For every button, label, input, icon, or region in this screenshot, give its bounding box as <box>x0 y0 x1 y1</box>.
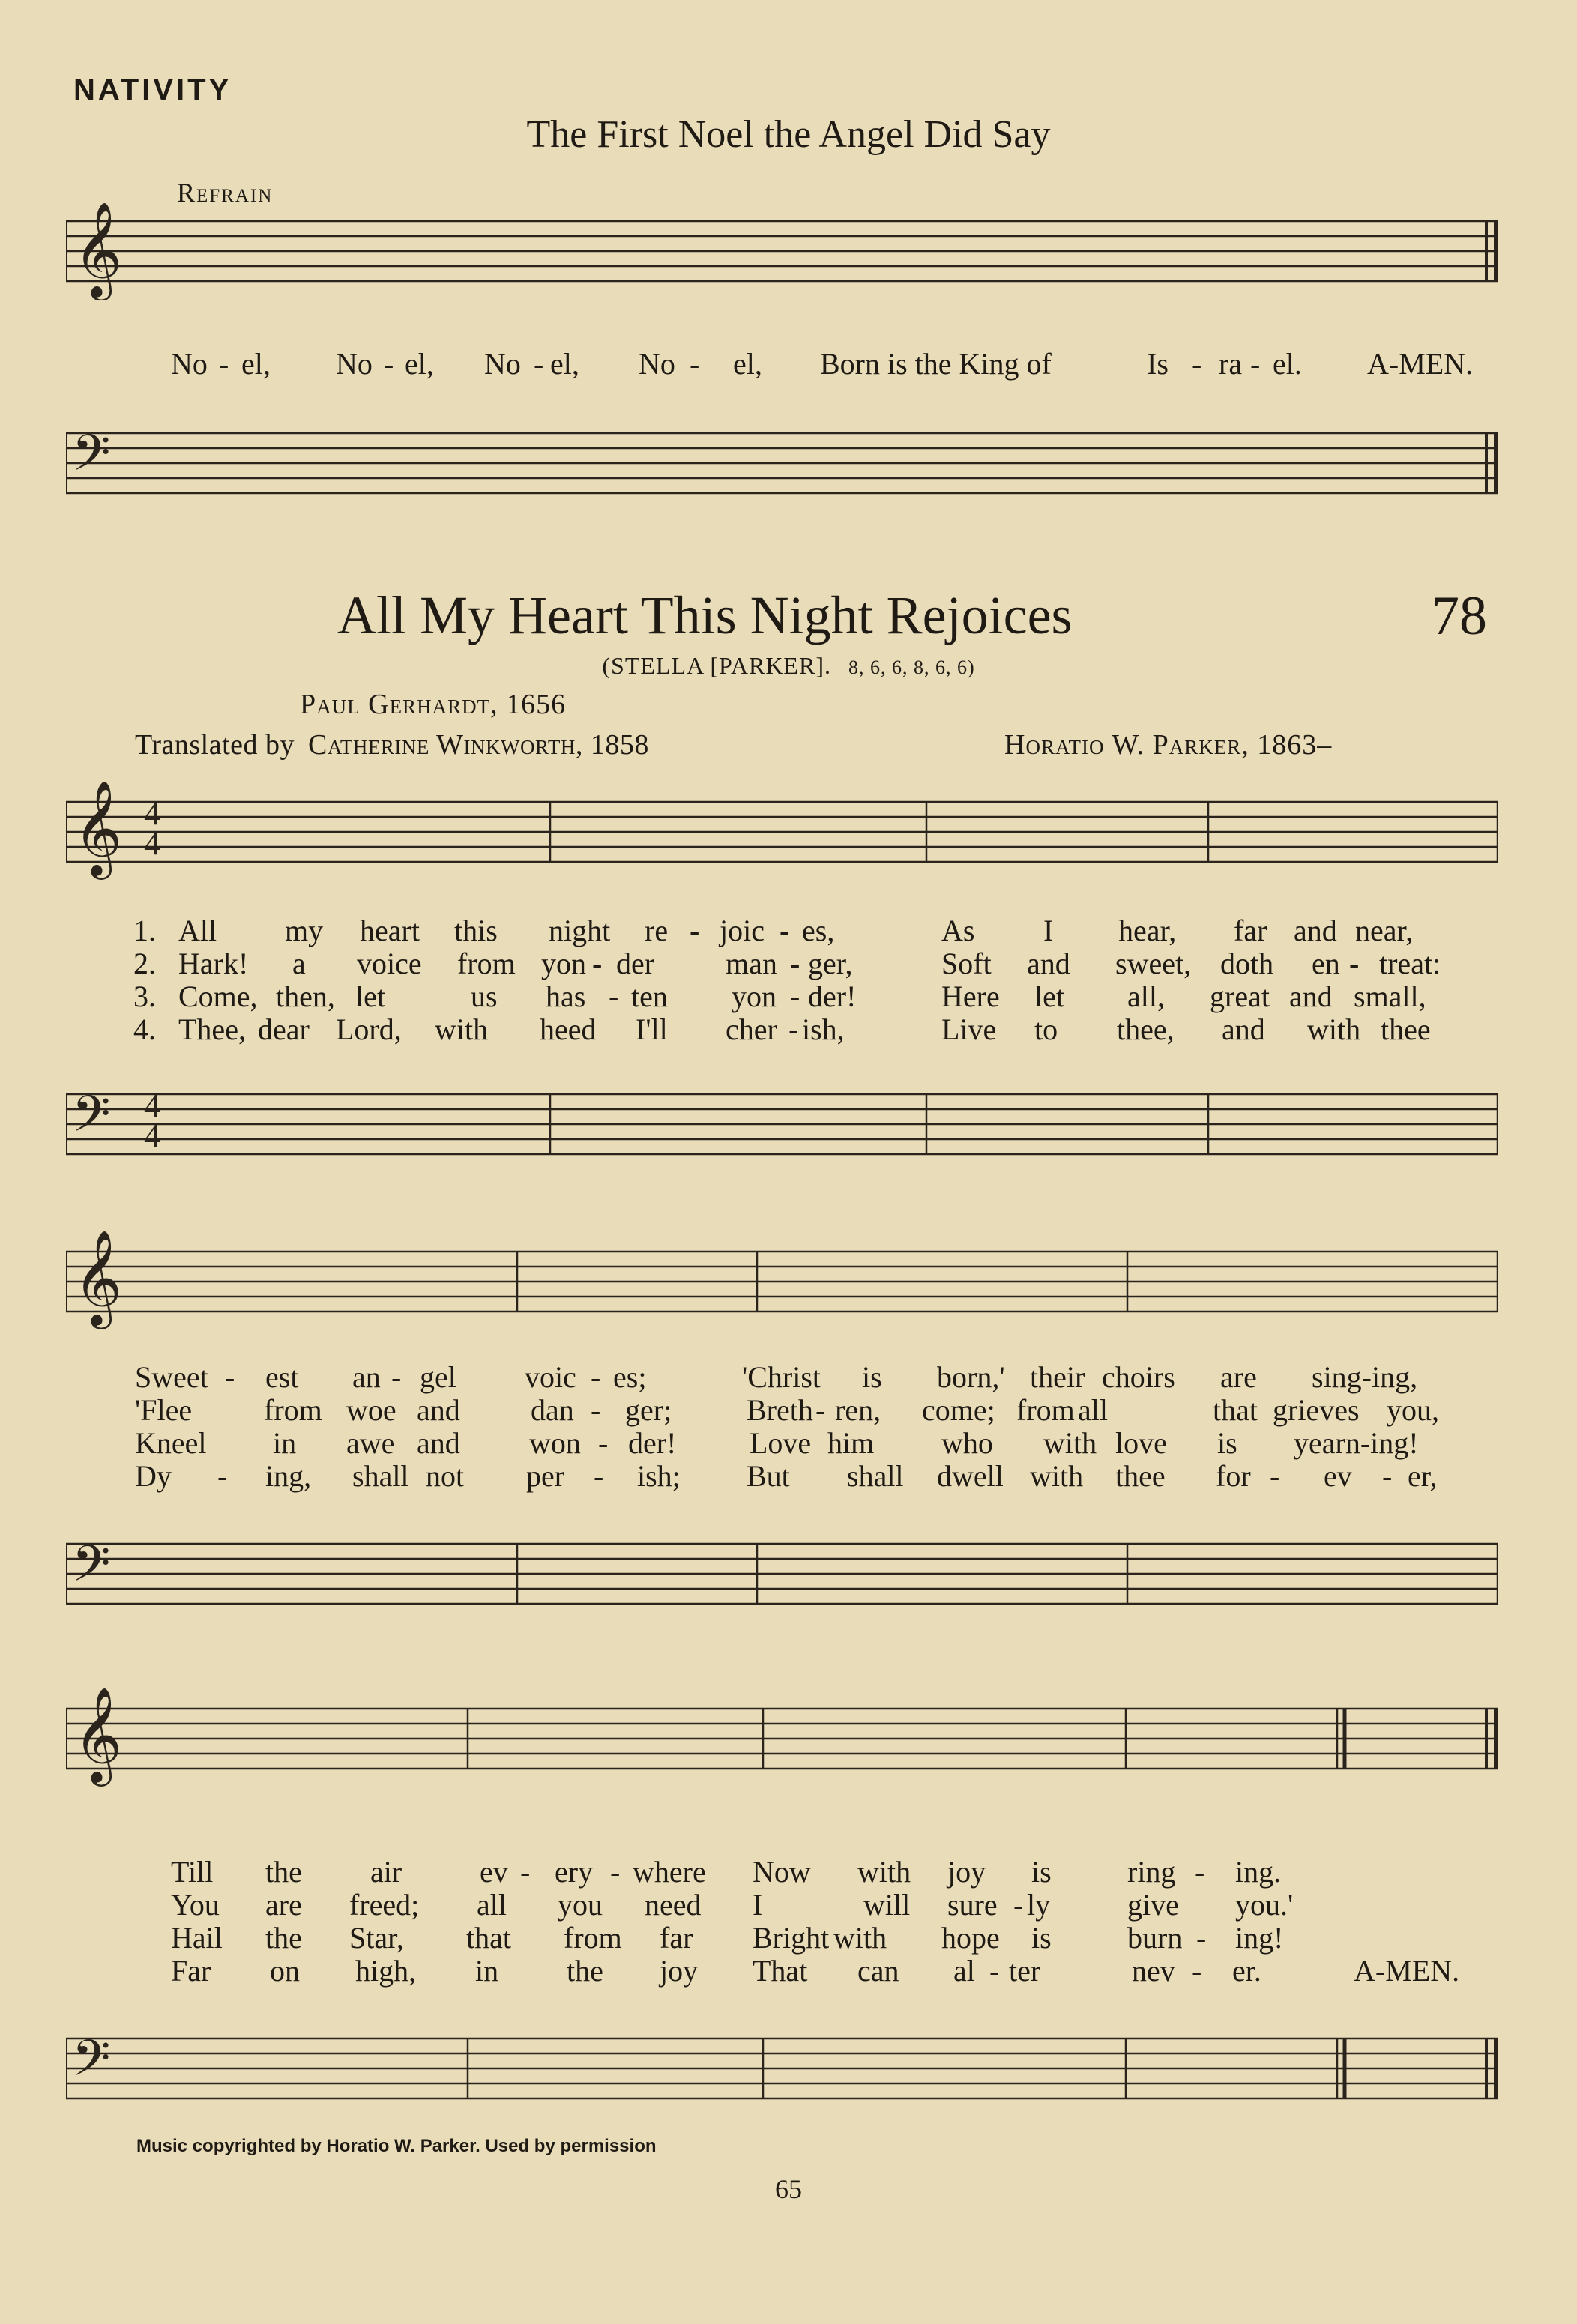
lyric: est <box>265 1360 299 1394</box>
lyric: Come, <box>178 980 258 1013</box>
lyric: yon <box>541 947 586 980</box>
bass-clef-icon: 𝄢 <box>72 2032 111 2098</box>
page-number: 65 <box>775 2174 802 2204</box>
lyric: ten <box>631 980 668 1013</box>
lyric: ev <box>480 1855 508 1889</box>
lyric: All <box>178 914 217 947</box>
lyric: the <box>567 1954 603 1988</box>
system1-treble-staff <box>66 779 1498 892</box>
lyric: Breth <box>747 1393 813 1427</box>
lyric: el. <box>1273 347 1302 381</box>
refrain-lyrics <box>0 346 1577 379</box>
lyric: el, <box>733 347 762 381</box>
lyric: need <box>645 1888 702 1922</box>
lyric: - <box>591 1360 601 1394</box>
lyric: No <box>336 347 373 381</box>
verse-1-line <box>0 913 1577 946</box>
lyric: - <box>591 1393 601 1427</box>
lyric: You <box>171 1888 220 1922</box>
lyric: is <box>862 1360 882 1394</box>
amen: A-MEN. <box>1367 347 1474 381</box>
lyric: heed <box>540 1012 597 1046</box>
lyric: dear <box>258 1012 310 1046</box>
lyric: and <box>417 1393 460 1427</box>
time-signature-icon: 4 <box>144 1087 160 1124</box>
lyric: ring <box>1127 1855 1176 1889</box>
system3-bass-staff <box>66 2016 1498 2128</box>
lyric: gel <box>420 1360 456 1394</box>
staff-lines <box>66 1686 1498 1799</box>
lyric: ger, <box>808 947 853 980</box>
lyric: won <box>529 1426 581 1460</box>
lyric: Hark! <box>178 947 249 980</box>
lyric: ger; <box>625 1393 672 1427</box>
lyric: is <box>1031 1921 1052 1955</box>
lyric: Kneel <box>135 1426 207 1460</box>
verse-2-line <box>0 1887 1577 1920</box>
lyric: from <box>264 1393 322 1427</box>
bass-clef-icon: 𝄢 <box>72 1088 111 1154</box>
lyric: not <box>426 1459 465 1493</box>
lyric: doth <box>1220 947 1274 980</box>
lyric: ly <box>1027 1888 1051 1922</box>
lyric: - <box>1192 1954 1202 1988</box>
lyric: heart <box>360 914 420 947</box>
lyric: - <box>391 1360 402 1394</box>
lyric: er, <box>1408 1459 1438 1493</box>
lyric: my <box>285 914 324 947</box>
lyric: shall <box>847 1459 904 1493</box>
refrain-bass-staff <box>66 405 1498 517</box>
staff-lines <box>66 405 1498 517</box>
lyric: him <box>827 1426 875 1460</box>
lyric: the <box>265 1855 302 1889</box>
lyric: then, <box>276 980 335 1013</box>
refrain-treble-staff <box>66 202 1498 300</box>
lyric: night <box>549 914 611 947</box>
lyric: No <box>171 347 208 381</box>
lyric: - <box>1349 947 1360 980</box>
lyric: yon <box>732 980 777 1013</box>
lyric: 'Flee <box>135 1393 193 1427</box>
lyric: - <box>219 347 229 381</box>
lyric: woe <box>346 1393 396 1427</box>
refrain-label: Refrain <box>177 178 274 208</box>
lyric: sure <box>947 1888 998 1922</box>
lyric: let <box>1034 980 1064 1013</box>
system1-bass-staff <box>66 1072 1498 1184</box>
lyric: and <box>1289 980 1333 1013</box>
lyric: ev <box>1324 1459 1352 1493</box>
lyric: man <box>726 947 777 980</box>
lyric: born,' <box>937 1360 1005 1394</box>
lyric: - <box>1382 1459 1393 1493</box>
meter: 8, 6, 6, 8, 6, 6) <box>848 657 975 678</box>
lyric: high, <box>355 1954 417 1988</box>
tune-meter-line <box>0 652 1577 680</box>
lyric: Star, <box>349 1921 404 1955</box>
lyric: awe <box>346 1426 395 1460</box>
lyric: I <box>753 1888 763 1922</box>
hymn-title: All My Heart This Night Rejoices <box>337 585 1073 645</box>
lyric: grieves <box>1273 1393 1360 1427</box>
lyric: er. <box>1232 1954 1261 1988</box>
lyric: ren, <box>835 1393 881 1427</box>
lyric: thee <box>1381 1012 1431 1046</box>
lyric: from <box>457 947 516 980</box>
lyric: es; <box>613 1360 647 1394</box>
staff-lines <box>66 1072 1498 1184</box>
lyric: ing! <box>1235 1921 1284 1955</box>
lyric: treat: <box>1379 947 1441 980</box>
system2-treble-staff <box>66 1229 1498 1341</box>
lyric: - <box>609 980 619 1013</box>
lyric: will <box>863 1888 911 1922</box>
lyric: and <box>417 1426 460 1460</box>
lyric: burn <box>1127 1921 1183 1955</box>
lyric: That <box>753 1954 808 1988</box>
bass-clef-icon: 𝄢 <box>72 427 111 493</box>
lyric: that <box>466 1921 511 1955</box>
lyric: let <box>355 980 385 1013</box>
lyric: el, <box>405 347 434 381</box>
lyric: ing, <box>265 1459 312 1493</box>
lyric: - <box>690 914 700 947</box>
lyric: As <box>941 914 975 947</box>
lyric: are <box>265 1888 302 1922</box>
lyric: great <box>1210 980 1270 1013</box>
lyric: Now <box>753 1855 811 1889</box>
lyric: with <box>857 1855 911 1889</box>
lyric: us <box>471 980 498 1013</box>
verse-2-line <box>0 1392 1577 1425</box>
staff-lines <box>66 1229 1498 1341</box>
verse-1-line <box>0 1854 1577 1887</box>
lyric: Till <box>171 1855 214 1889</box>
lyric: hope <box>941 1921 1000 1955</box>
bass-clef-icon: 𝄢 <box>72 1538 111 1604</box>
verse-number: 4. <box>133 1012 156 1046</box>
composer: Horatio W. Parker, 1863– <box>1004 729 1333 761</box>
lyric: shall <box>352 1459 409 1493</box>
lyric: thee <box>1115 1459 1166 1493</box>
lyric: - <box>592 947 603 980</box>
lyric: their <box>1030 1360 1085 1394</box>
time-signature-icon: 4 <box>144 1117 160 1154</box>
lyric: to <box>1034 1012 1058 1046</box>
hymn-number: 78 <box>1432 585 1487 647</box>
staff-lines <box>66 2016 1498 2128</box>
lyric: el, <box>550 347 579 381</box>
verse-2-line <box>0 946 1577 979</box>
lyric: with <box>1307 1012 1361 1046</box>
lyric: the <box>265 1921 302 1955</box>
lyric: small, <box>1354 980 1426 1013</box>
lyric: - <box>520 1855 531 1889</box>
lyric: sweet, <box>1115 947 1192 980</box>
lyric: - <box>1270 1459 1280 1493</box>
lyric: - <box>594 1459 604 1493</box>
lyric: joy <box>947 1855 986 1889</box>
lyric: Far <box>171 1954 211 1988</box>
verse-3-line <box>0 1425 1577 1458</box>
lyric: ish; <box>637 1459 681 1493</box>
lyric: joic <box>720 914 765 947</box>
lyric: an <box>352 1360 381 1394</box>
treble-clef-icon: 𝄞 <box>73 204 123 295</box>
lyric: yearn-ing! <box>1294 1426 1419 1460</box>
lyric: all, <box>1127 980 1165 1013</box>
lyric: Thee, <box>178 1012 246 1046</box>
lyric: dan <box>531 1393 574 1427</box>
lyric: - <box>610 1855 621 1889</box>
lyric: love <box>1115 1426 1167 1460</box>
lyric: where <box>633 1855 706 1889</box>
lyric: Dy <box>135 1459 172 1493</box>
lyric: re <box>645 914 669 947</box>
lyric: Live <box>941 1012 997 1046</box>
lyric: - <box>1196 1921 1207 1955</box>
lyric: - <box>690 347 700 381</box>
copyright-notice: Music copyrighted by Horatio W. Parker. Used by permission <box>136 2136 657 2156</box>
staff-lines <box>66 779 1498 892</box>
previous-hymn-title: The First Noel the Angel Did Say <box>526 113 1051 156</box>
lyric: with <box>1030 1459 1084 1493</box>
translator-prefix: Translated by <box>135 729 295 761</box>
lyric: - <box>788 1012 799 1046</box>
time-signature-icon: 4 <box>144 825 160 862</box>
lyric: - <box>790 947 800 980</box>
section-label: NATIVITY <box>73 73 232 106</box>
lyric: - <box>1013 1888 1024 1922</box>
lyric: - <box>780 914 790 947</box>
translator-name: Catherine Winkworth, 1858 <box>308 729 649 761</box>
lyric: al <box>953 1954 975 1988</box>
system2-bass-staff <box>66 1521 1498 1634</box>
lyric: a <box>292 947 306 980</box>
lyric: has <box>546 980 586 1013</box>
lyric: air <box>370 1855 402 1889</box>
lyric: Here <box>941 980 1000 1013</box>
lyric: en <box>1312 947 1340 980</box>
lyric: per <box>526 1459 565 1493</box>
lyric: come; <box>922 1393 995 1427</box>
lyric: far <box>1234 914 1267 947</box>
lyric: Born is the King of <box>820 347 1052 381</box>
tune-name: (STELLA [PARKER]. <box>602 652 831 679</box>
lyric: - <box>598 1426 609 1460</box>
lyric: der! <box>808 980 857 1013</box>
lyric: near, <box>1355 914 1414 947</box>
lyric: ter <box>1009 1954 1041 1988</box>
time-signature-icon: 4 <box>144 795 160 832</box>
treble-clef-icon: 𝄞 <box>73 782 123 874</box>
lyric: - <box>1195 1855 1205 1889</box>
lyric: der <box>616 947 655 980</box>
staff-lines <box>66 202 1498 300</box>
lyric: Sweet <box>135 1360 208 1394</box>
lyric: can <box>857 1954 899 1988</box>
lyric: with <box>833 1921 887 1955</box>
lyric: ra <box>1219 347 1243 381</box>
lyric: ing. <box>1235 1855 1282 1889</box>
lyric: all <box>1078 1393 1108 1427</box>
lyric: from <box>564 1921 622 1955</box>
lyric: I'll <box>636 1012 668 1046</box>
lyric: joy <box>660 1954 699 1988</box>
amen: A-MEN. <box>1354 1954 1460 1988</box>
lyric: for <box>1216 1459 1251 1493</box>
lyric: I <box>1043 914 1054 947</box>
lyric: - <box>225 1360 235 1394</box>
lyric: ish, <box>802 1012 845 1046</box>
verse-number: 2. <box>133 947 156 980</box>
lyric: from <box>1016 1393 1075 1427</box>
lyric: cher <box>726 1012 777 1046</box>
lyric: choirs <box>1102 1360 1175 1394</box>
verse-4-line <box>0 1012 1577 1045</box>
lyric: - <box>534 347 544 381</box>
lyric: - <box>384 347 394 381</box>
system3-treble-staff <box>66 1686 1498 1799</box>
author: Paul Gerhardt, 1656 <box>300 689 567 720</box>
lyric: thee, <box>1117 1012 1175 1046</box>
lyric: sing-ing, <box>1312 1360 1418 1394</box>
lyric: - <box>217 1459 228 1493</box>
staff-lines <box>66 1521 1498 1634</box>
lyric: - <box>790 980 800 1013</box>
lyric: you.' <box>1235 1888 1294 1922</box>
lyric: nev <box>1132 1954 1175 1988</box>
lyric: on <box>270 1954 300 1988</box>
verse-3-line <box>0 1920 1577 1953</box>
lyric: dwell <box>937 1459 1004 1493</box>
lyric: ery <box>555 1855 594 1889</box>
lyric: es, <box>802 914 835 947</box>
lyric: with <box>435 1012 489 1046</box>
lyric: you, <box>1387 1393 1439 1427</box>
translator-line <box>135 728 649 761</box>
lyric: No <box>484 347 521 381</box>
lyric: and <box>1294 914 1337 947</box>
lyric: voic <box>525 1360 576 1394</box>
treble-clef-icon: 𝄞 <box>73 1689 123 1781</box>
lyric: No <box>639 347 675 381</box>
lyric: - <box>989 1954 1000 1988</box>
verse-4-line <box>0 1953 1577 1986</box>
lyric: Lord, <box>336 1012 402 1046</box>
lyric: with <box>1043 1426 1097 1460</box>
verse-4-line <box>0 1458 1577 1491</box>
lyric: who <box>941 1426 993 1460</box>
lyric: in <box>273 1426 297 1460</box>
lyric: are <box>1220 1360 1257 1394</box>
lyric: is <box>1031 1855 1052 1889</box>
lyric: 'Christ <box>742 1360 821 1394</box>
lyric: But <box>747 1459 790 1493</box>
treble-clef-icon: 𝄞 <box>73 1232 123 1324</box>
lyric: el, <box>241 347 271 381</box>
lyric: freed; <box>349 1888 420 1922</box>
verse-1-line <box>0 1359 1577 1392</box>
lyric: far <box>660 1921 693 1955</box>
verse-3-line <box>0 979 1577 1012</box>
lyric: this <box>454 914 498 947</box>
lyric: voice <box>357 947 422 980</box>
lyric: - <box>1192 347 1202 381</box>
lyric: Love <box>750 1426 812 1460</box>
lyric: Soft <box>941 947 992 980</box>
lyric: and <box>1222 1012 1265 1046</box>
lyric: is <box>1217 1426 1237 1460</box>
lyric: and <box>1027 947 1070 980</box>
lyric: that <box>1213 1393 1258 1427</box>
lyric: you <box>558 1888 603 1922</box>
lyric: Hail <box>171 1921 223 1955</box>
lyric: hear, <box>1118 914 1177 947</box>
lyric: - <box>815 1393 826 1427</box>
verse-number: 3. <box>133 980 156 1013</box>
verse-number: 1. <box>133 914 156 947</box>
lyric: in <box>475 1954 499 1988</box>
lyric: all <box>477 1888 507 1922</box>
lyric: - <box>1250 347 1261 381</box>
lyric: der! <box>628 1426 677 1460</box>
lyric: Is <box>1147 347 1169 381</box>
lyric: Bright <box>753 1921 830 1955</box>
lyric: give <box>1127 1888 1179 1922</box>
